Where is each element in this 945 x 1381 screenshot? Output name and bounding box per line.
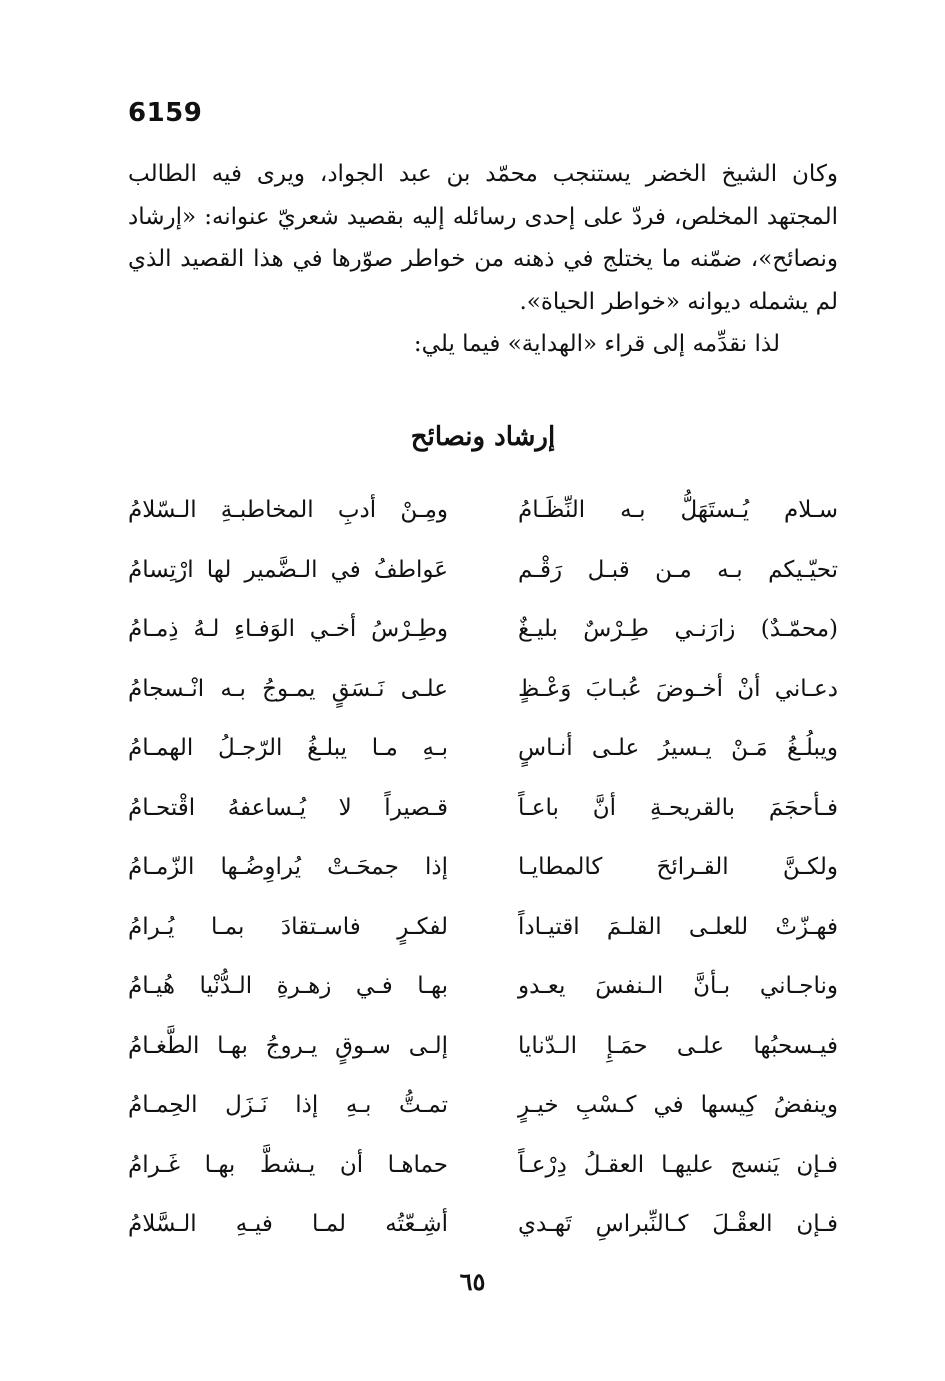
intro-text xyxy=(128,153,838,366)
verse-row xyxy=(128,1028,838,1088)
verse-first-hemistich: فهـزّتْ للعلـى القلـمَ اقتيـاداً xyxy=(518,913,838,940)
verse-first-hemistich: تحيّـيكم بـه مـن قبـل رَقْـم xyxy=(518,556,838,583)
verse-second-hemistich: إذا جمحَـتْ يُراوِضُـها الزّمـامُ xyxy=(128,854,448,880)
verse-second-hemistich: تمـتُّ بـهِ إذا نَـزَل الحِمـامُ xyxy=(128,1092,448,1118)
verse-first-hemistich: فـإن يَنسج عليهـا العقـلُ دِرْعـاً xyxy=(518,1151,838,1178)
poem-verses xyxy=(128,492,838,1266)
verse-first-hemistich: دعـاني أنْ أخـوضَ عُبـابَ وَعْـظٍ xyxy=(518,675,838,702)
verse-row xyxy=(128,790,838,850)
page-number: ٦٥ xyxy=(459,1267,486,1296)
verse-second-hemistich: ومِـنْ أدبِ المخاطبـةِ الـسّلامُ xyxy=(128,497,448,523)
reference-number: 6159 xyxy=(128,98,203,128)
verse-row xyxy=(128,1206,838,1266)
verse-row xyxy=(128,909,838,969)
verse-second-hemistich: عَواطفُ في الـضَّمير لها ارْتِسامُ xyxy=(128,556,448,583)
verse-second-hemistich: لفكـرٍ فاسـتقادَ بمـا يُـرامُ xyxy=(128,913,448,940)
verse-first-hemistich: فـأحجَمَ بالقريحـةِ أنَّ باعـاً xyxy=(518,794,838,821)
verse-first-hemistich: ولكـنَّ القـرائحَ كالمطايـا xyxy=(518,854,838,880)
intro-paragraph: وكان الشيخ الخضر يستنجب محمّد بن عبد الجواد، ويرى فيه الطالب المجتهد المخلص، فردّ على إحدى رسائله إليه بقصيد شعريّ عنوانه: «إرشاد ونصائح»، ضمّنه ما يختلج في ذهنه من خواطر صوّرها في هذا القصيد الذي لم يشمله ديوانه «خواطر الحياة». xyxy=(128,161,838,315)
verse-first-hemistich: (محمّـدٌ) زارَنـي طِـرْسٌ بليـغٌ xyxy=(518,616,838,642)
verse-row xyxy=(128,968,838,1028)
intro-paragraph-lead-in: لذا نقدِّمه إلى قراء «الهداية» فيما يلي: xyxy=(413,331,780,357)
verse-row xyxy=(128,1087,838,1147)
verse-first-hemistich: سـلام يُـستَهَلُّ بـه النِّظَـامُ xyxy=(518,497,838,523)
verse-row xyxy=(128,1147,838,1207)
verse-second-hemistich: قـصيراً لا يُـساعفهُ اقْتحـامُ xyxy=(128,794,448,821)
verse-second-hemistich: حماهـا أن يـشطَّ بهـا غَـرامُ xyxy=(128,1151,448,1178)
verse-second-hemistich: علـى نَـسَقٍ يمـوجُ بـه انْـسجامُ xyxy=(128,675,448,702)
verse-second-hemistich: بـهِ مـا يبلـغُ الرّجـلُ الهمـامُ xyxy=(128,735,448,761)
verse-second-hemistich: وطِـرْسُ أخـي الوَفـاءِ لـهُ ذِمـامُ xyxy=(128,616,448,642)
verse-row xyxy=(128,849,838,909)
verse-first-hemistich: وينفضُ كِيسها في كـسْبِ خيـرٍ xyxy=(518,1092,838,1118)
verse-second-hemistich: أشِـعّتُه لمـا فيـهِ الـسَّلامُ xyxy=(128,1211,448,1237)
verse-second-hemistich: إلـى سـوقٍ يـروجُ بهـا الطَّغـامُ xyxy=(128,1032,448,1059)
verse-row xyxy=(128,611,838,671)
verse-first-hemistich: وناجـاني بـأنَّ الـنفسَ يعـدو xyxy=(518,973,838,999)
verse-first-hemistich: فـإن العقْـلَ كـالنِّبراسِ تَهـدي xyxy=(518,1211,838,1237)
verse-row xyxy=(128,730,838,790)
verse-row xyxy=(128,671,838,731)
verse-first-hemistich: ويبلُـغُ مَـنْ يـسيرُ علـى أنـاسٍ xyxy=(518,735,838,761)
verse-first-hemistich: فيـسحبُها علـى حمَـإِ الـدّنايا xyxy=(518,1032,838,1059)
poem-title: إرشاد ونصائح xyxy=(410,422,556,452)
verse-row xyxy=(128,552,838,612)
verse-second-hemistich: بهـا فـي زهـرةِ الـدُّنْيا هُيـامُ xyxy=(128,973,448,999)
verse-row xyxy=(128,492,838,552)
